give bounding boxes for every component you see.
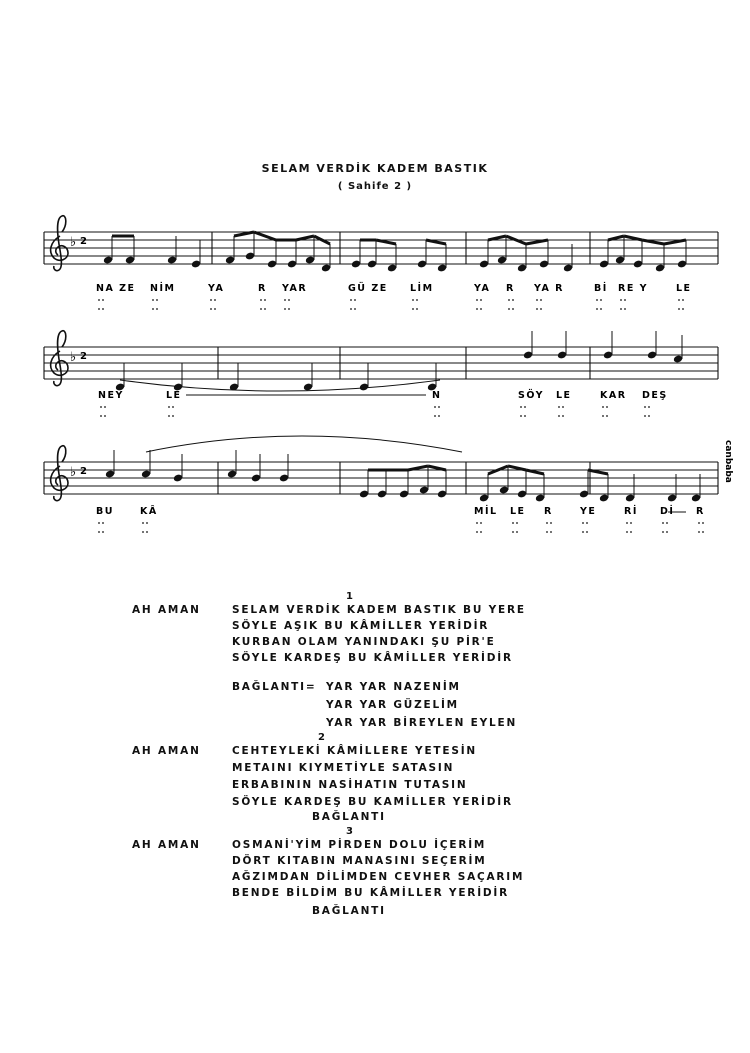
- lyric-syllable: LİM: [410, 283, 434, 294]
- verse-3-line-3: AĞZIMDAN DİLİMDEN CEVHER SAÇARIM: [232, 871, 525, 883]
- lyric-syllable: LE: [510, 506, 526, 517]
- lyric-syllable: R: [258, 283, 267, 294]
- baglanti-label: BAĞLANTI=: [232, 681, 317, 693]
- verse-2-line-4: SÖYLE KARDEŞ BU KAMİLLER YERİDİR: [232, 796, 513, 808]
- song-title: SELAM VERDİK KADEM BASTIK: [261, 162, 489, 175]
- lyric-syllable: YA: [474, 283, 491, 294]
- flat-sign-icon: ♭: [70, 235, 77, 250]
- lyric-syllable: YA R: [534, 283, 564, 294]
- lyric-syllable: GÜ ZE: [348, 283, 388, 294]
- baglanti-line-3: YAR YAR BİREYLEN EYLEN: [326, 717, 518, 729]
- baglanti-line-1: YAR YAR NAZENİM: [326, 681, 461, 693]
- page-subtitle: ( Sahife 2 ): [337, 181, 413, 192]
- lyric-syllable: Dİ: [660, 506, 675, 517]
- verse-3-prefix: AH AMAN: [132, 839, 201, 851]
- flat-sign-icon: ♭: [70, 465, 77, 480]
- baglanti-ref-3: BAĞLANTI: [312, 905, 386, 917]
- time-signature: 2: [80, 466, 87, 477]
- side-label: canbaba: [723, 440, 733, 483]
- lyric-syllable: KAR: [600, 390, 627, 401]
- lyric-syllable: R: [506, 283, 515, 294]
- baglanti-line-2: YAR YAR GÜZELİM: [326, 699, 459, 711]
- lyric-syllable: KÂ: [140, 506, 158, 517]
- verse-1-line-3: KURBAN OLAM YANINDAKI ŞU PİR'E: [232, 636, 496, 648]
- lyric-syllable: NEY: [98, 390, 124, 401]
- lyric-syllable: R: [544, 506, 553, 517]
- verse-3-line-4: BENDE BİLDİM BU KÂMİLLER YERİDİR: [232, 887, 510, 899]
- verse-2-line-3: ERBABININ NASİHATIN TUTASIN: [232, 779, 468, 791]
- verse-1-line-4: SÖYLE KARDEŞ BU KÂMİLLER YERİDİR: [232, 652, 513, 664]
- lyric-syllable: LE: [556, 390, 572, 401]
- baglanti-ref-2: BAĞLANTI: [312, 811, 386, 823]
- verse-number-2: 2: [318, 732, 325, 743]
- lyric-syllable: LE: [166, 390, 182, 401]
- lyric-syllable: Bİ: [594, 283, 608, 294]
- lyric-syllable: Rİ: [624, 506, 638, 517]
- time-signature: 2: [80, 351, 87, 362]
- verse-1-line-2: SÖYLE AŞIK BU KÂMİLLER YERİDİR: [232, 620, 490, 632]
- time-signature: 2: [80, 236, 87, 247]
- lyric-syllable: DEŞ: [642, 390, 668, 401]
- lyric-syllable: LE: [676, 283, 692, 294]
- verse-2-prefix: AH AMAN: [132, 745, 201, 757]
- lyric-syllable: YE: [580, 506, 597, 517]
- lyric-syllable: R: [696, 506, 705, 517]
- verse-3-line-2: DÖRT KITABIN MANASINI SEÇERİM: [232, 855, 487, 867]
- flat-sign-icon: ♭: [70, 350, 77, 365]
- verse-number-1: 1: [346, 591, 353, 602]
- lyric-syllable: MİL: [474, 506, 498, 517]
- verse-3-line-1: OSMANİ'YİM PİRDEN DOLU İÇERİM: [232, 839, 487, 851]
- lyric-syllable: YA: [208, 283, 225, 294]
- verse-2-line-2: METAINI KIYMETİYLE SATASIN: [232, 762, 455, 774]
- lyric-syllable: YAR: [282, 283, 308, 294]
- lyric-syllable: RE Y: [618, 283, 648, 294]
- lyric-syllable: NA ZE: [96, 283, 136, 294]
- verse-1-prefix: AH AMAN: [132, 604, 201, 616]
- verse-number-3: 3: [346, 826, 353, 837]
- lyric-syllable: BU: [96, 506, 114, 517]
- verse-1-line-1: SELAM VERDİK KADEM BASTIK BU YERE: [232, 604, 526, 616]
- lyric-syllable: N: [432, 390, 442, 401]
- verse-2-line-1: CEHTEYLEKİ KÂMİLLERE YETESİN: [232, 745, 478, 757]
- lyric-syllable: SÖY: [518, 390, 544, 401]
- lyric-syllable: NİM: [150, 283, 176, 294]
